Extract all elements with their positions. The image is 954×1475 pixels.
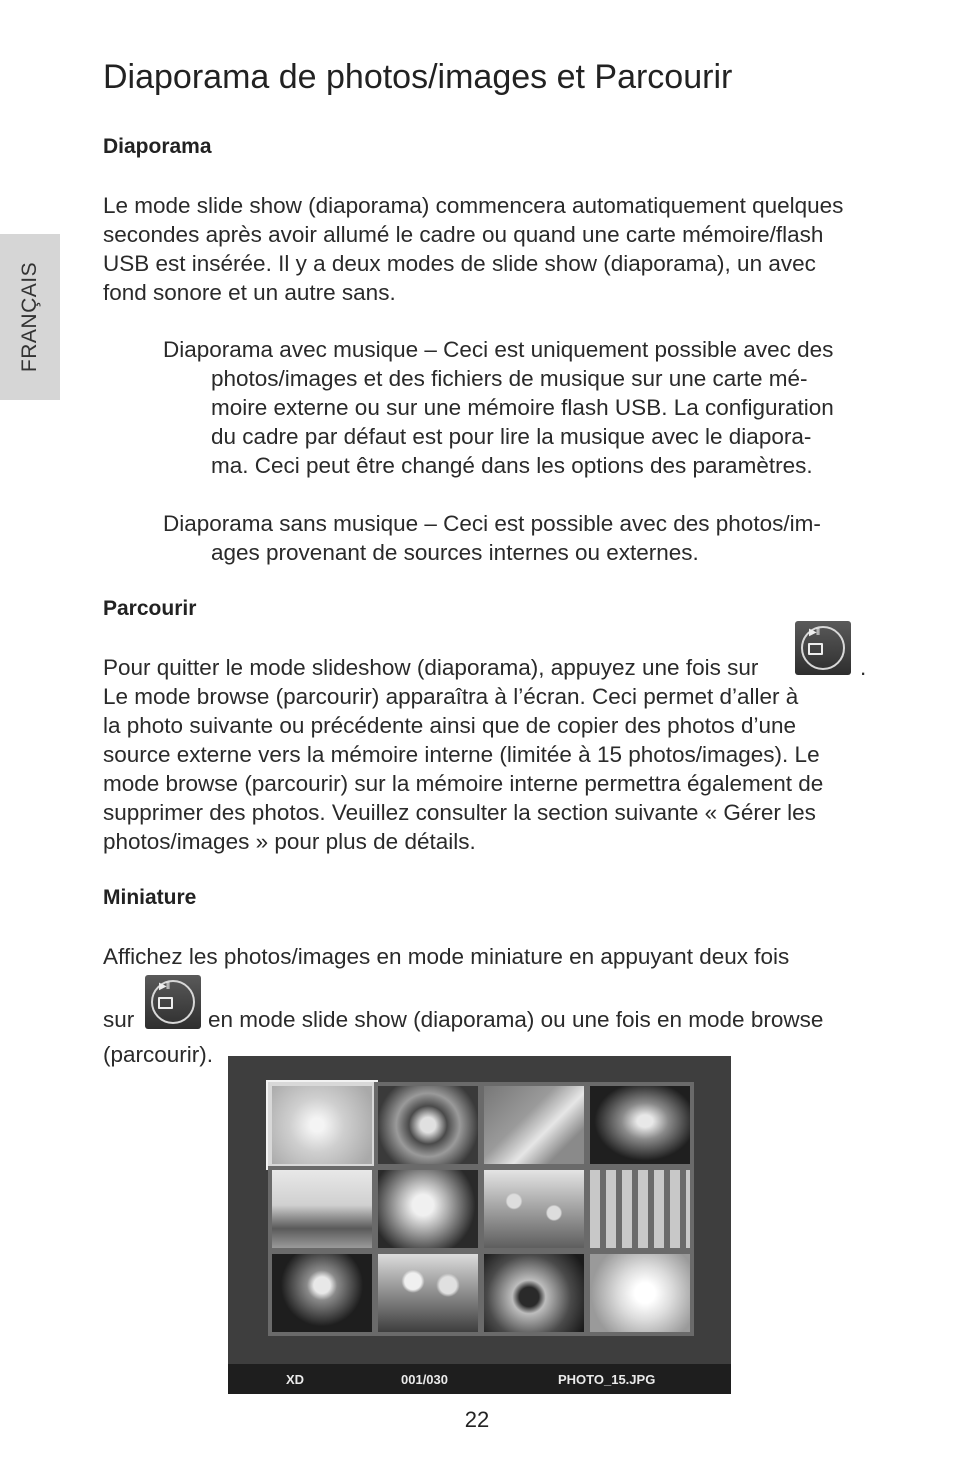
with-music-line: ma. Ceci peut être changé dans les options des paramètres. — [211, 453, 813, 478]
parcourir-line: photos/images » pour plus de détails. — [103, 829, 476, 854]
thumbnail-daisies[interactable] — [480, 1166, 588, 1252]
play-pause-menu-icon — [795, 621, 851, 675]
with-music-line: moire externe ou sur une mémoire flash USB. La configuration — [211, 395, 834, 420]
intro-line: Le mode slide show (diaporama) commencera automatiquement quelques — [103, 193, 844, 218]
diaporama-without-music — [163, 509, 911, 567]
thumbnail-white-rose[interactable] — [586, 1250, 694, 1336]
parcourir-first-line-end: . — [860, 655, 867, 680]
thumbnail-flower-wreath[interactable] — [374, 1082, 482, 1168]
intro-line: secondes après avoir allumé le cadre ou quand une carte mémoire/flash — [103, 222, 824, 247]
play-glyph: ▶II — [809, 627, 820, 638]
language-tab — [0, 234, 60, 400]
status-counter: 001/030 — [401, 1372, 448, 1387]
miniature-line-2-end: en mode slide show (diaporama) ou une fois en mode browse — [208, 1007, 824, 1032]
play-glyph: ▶II — [159, 981, 170, 992]
play-pause-menu-icon — [145, 975, 201, 1029]
thumbnail-sunflower[interactable] — [268, 1250, 376, 1336]
diaporama-with-music — [163, 335, 911, 480]
parcourir-first-line: Pour quitter le mode slideshow (diaporama), appuyez une fois sur — [103, 655, 759, 680]
thumbnail-screen — [228, 1056, 731, 1394]
without-music-line: Diaporama sans musique – Ceci est possible avec des photos/im- — [163, 511, 821, 536]
thumbnail-daisy[interactable] — [266, 1080, 378, 1170]
miniature-line-2-start: sur — [103, 1007, 135, 1032]
thumbnail-rose-light[interactable] — [480, 1082, 588, 1168]
with-music-line: photos/images et des fichiers de musique sur une carte mé- — [211, 366, 808, 391]
heading-miniature: Miniature — [103, 886, 197, 909]
with-music-line: Diaporama avec musique – Ceci est uniquement possible avec des — [163, 337, 834, 362]
thumbnail-vase[interactable] — [268, 1166, 376, 1252]
diaporama-intro — [103, 191, 873, 307]
without-music-line: ages provenant de sources internes ou externes. — [211, 540, 699, 565]
page-number: 22 — [464, 1407, 490, 1432]
thumbnail-sunflowers[interactable] — [480, 1250, 588, 1336]
language-tab-label: FRANÇAIS — [18, 261, 41, 373]
miniature-line-1: Affichez les photos/images en mode miniature en appuyant deux fois — [103, 944, 790, 969]
parcourir-line: supprimer des photos. Veuillez consulter la section suivante « Gérer les — [103, 800, 816, 825]
thumbnail-tulips[interactable] — [586, 1166, 694, 1252]
miniature-line-3: (parcourir). — [103, 1042, 214, 1067]
parcourir-line: mode browse (parcourir) sur la mémoire interne permettra également de — [103, 771, 824, 796]
heading-parcourir: Parcourir — [103, 597, 197, 620]
intro-line: fond sonore et un autre sans. — [103, 280, 396, 305]
with-music-line: du cadre par défaut est pour lire la musique avec le diapora- — [211, 424, 812, 449]
status-bar — [228, 1364, 731, 1394]
parcourir-body — [103, 682, 873, 856]
thumbnail-white-lotus[interactable] — [374, 1166, 482, 1252]
intro-line: USB est insérée. Il y a deux modes de slide show (diaporama), un avec — [103, 251, 816, 276]
parcourir-line: source externe vers la mémoire interne (limitée à 15 photos/images). Le — [103, 742, 820, 767]
status-filename: PHOTO_15.JPG — [558, 1372, 656, 1387]
thumbnail-lotus[interactable] — [586, 1082, 694, 1168]
heading-diaporama: Diaporama — [103, 135, 212, 158]
parcourir-line: la photo suivante ou précédente ainsi que de copier des photos d’une — [103, 713, 797, 738]
parcourir-line: Le mode browse (parcourir) apparaîtra à l’écran. Ceci permet d’aller à — [103, 684, 799, 709]
page-title: Diaporama de photos/images et Parcourir — [103, 58, 733, 96]
status-source: XD — [286, 1372, 305, 1387]
thumbnail-bouquet[interactable] — [374, 1250, 482, 1336]
